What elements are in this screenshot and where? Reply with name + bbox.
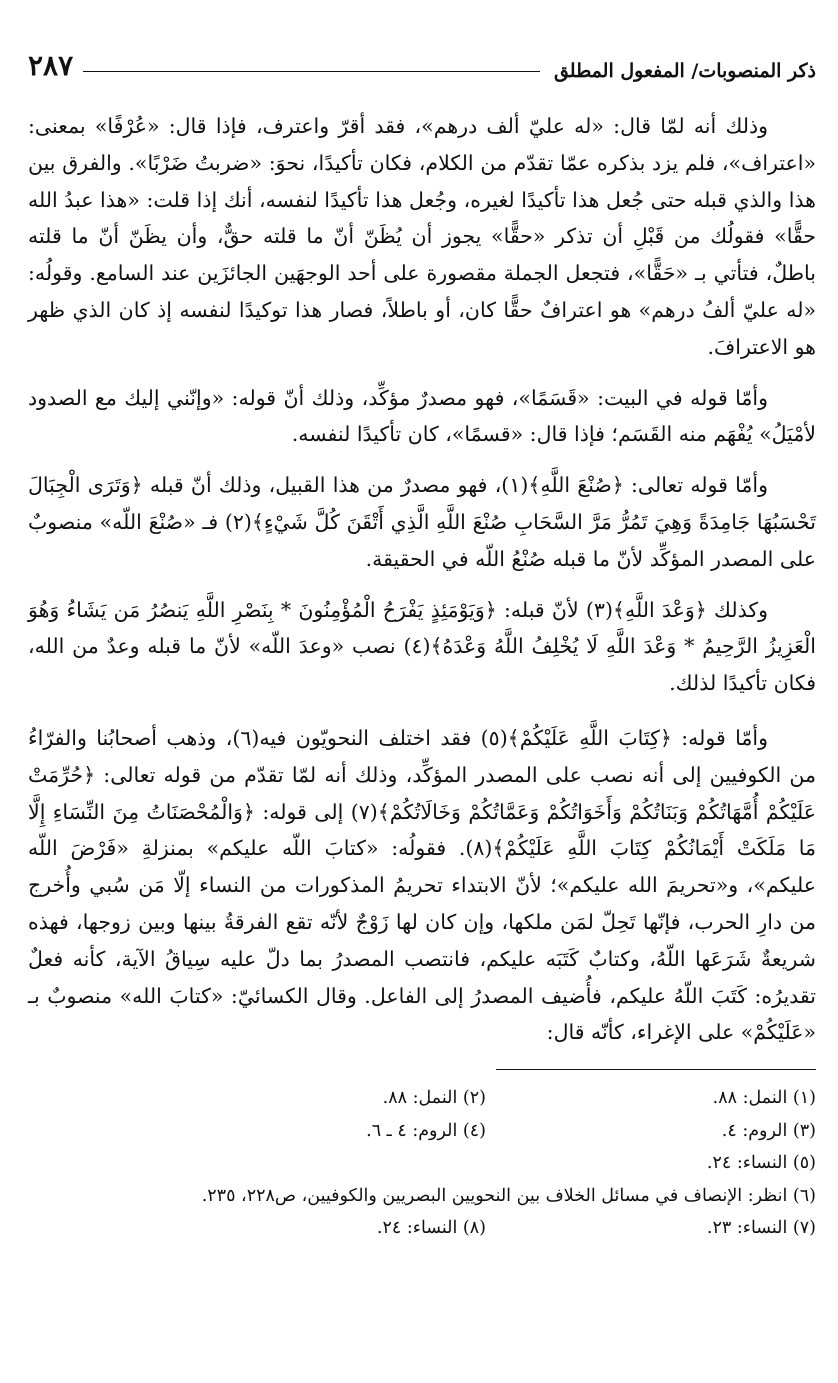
footnote-row — [28, 1180, 816, 1213]
footnote-row — [28, 1115, 816, 1148]
footnote: (١) النمل: ٨٨. — [712, 1088, 816, 1109]
paragraph: وأمّا قوله تعالى: ﴿صُنْعَ اللَّهِ﴾(١)، فهو مصدرٌ من هذا القبيل، وذلك أنّ قبله ﴿وَتَرَى الْجِبَالَ تَحْسَبُهَا جَامِدَةً وَهِيَ تَمُرُّ مَرَّ السَّحَابِ صُنْعَ اللَّهِ الَّذِي أَتْقَنَ كُلَّ شَيْءٍ﴾(٢) فـ «صُنْعَ اللّه» منصوبٌ على المصدر المؤكِّد لأنّ ما قبله صُنْعُ اللّه في الحقيقة. — [28, 473, 816, 571]
page-header — [28, 38, 816, 82]
header-rule — [83, 71, 540, 72]
main-text — [28, 108, 816, 1051]
paragraph: وذلك أنه لمّا قال: «له عليّ ألف درهم»، فقد أقرّ واعترف، فإذا قال: «عُرْفًا» بمعنى: «اعتراف»، فلم يزد بذكره عمّا تقدّم من الكلام، فكان تأكيدًا، نحوَ: «ضربتُ ضَرْبًا». والفرق بين هذا والذي قبله حتى جُعل هذا تأكيدًا لغيره، وجُعل هذا تأكيدًا لنفسه، أنك إذا قلت: «هذا عبدُ الله حقًّا» فقولُك من قَبْلِ أن تذكر «حقًّا» يجوز أن يُظَنّ أنّ ما قلته حقٌّ، وأن يظَنّ أنّ ما قلته باطلٌ، فتأتي بـ «حَقًّا»، فتجعل الجملة مقصورة على أحد الوجهَين الجائزَين عند السامع. وقولُه: «له عليّ ألفُ درهم» هو اعترافٌ حقًّا كان، أو باطلاً، فصار هذا توكيدًا لنفسه إذ كان الذي ظهر هو الاعترافَ. — [28, 114, 816, 359]
footnote: (٥) النساء: ٢٤. — [706, 1153, 816, 1174]
page-number: ٢٨٧ — [28, 49, 74, 82]
paragraph: وأمّا قوله: ﴿كِتَابَ اللَّهِ عَلَيْكُمْ﴾(٥) فقد اختلف النحويّون فيه(٦)، وذهب أصحابُنا والفرّاءُ من الكوفيين إلى أنه نصب على المصدر المؤكِّد، وذلك أنه لمّا تقدّم من قوله تعالى: ﴿حُرِّمَتْ عَلَيْكُمْ أُمَّهَاتُكُمْ وَبَنَاتُكُمْ وَأَخَوَاتُكُمْ وَعَمَّاتُكُمْ وَخَالَاتُكُمْ﴾(٧) إلى قوله: ﴿وَالْمُحْصَنَاتُ مِنَ النِّسَاءِ إِلَّا مَا مَلَكَتْ أَيْمَانُكُمْ كِتَابَ اللَّهِ عَلَيْكُمْ﴾(٨). فقولُه: «كتابَ اللّه عليكم» بمنزلةِ «فَرْضَ اللّه عليكم»، و«تحريمَ الله عليكم»؛ لأنّ الابتداء تحريمُ المذكورات من النساء إلّا مَن سُبي وأُخرج من دارِ الحرب، فإنّها تَحِلّ لمَن ملكها، وإن كان لها زَوْجٌ لأنّه تقع الفرقةُ بينها وبين زوجها، فهذه شريعةٌ شَرَعَها اللّهُ، وكتابٌ كَتَبَه عليكم، فانتصب المصدرُ بما دلّ عليه سِياقُ الآية، كأنه فعلٌ تقديرُه: كَتَبَ اللّهُ عليكم، فأُضيف المصدرُ إلى الفاعل. وقال الكسائيّ: «كتابَ الله» منصوبٌ بـ «عَلَيْكُمْ» على الإغراء، كأنّه قال: — [28, 725, 816, 1045]
running-title: ذكر المنصوبات/ المفعول المطلق — [553, 60, 816, 82]
footnote-row — [28, 1082, 816, 1115]
paragraph: وكذلك ﴿وَعْدَ اللَّهِ﴾(٣) لأنّ قبله: ﴿وَيَوْمَئِذٍ يَفْرَحُ الْمُؤْمِنُونَ * بِنَصْرِ اللَّهِ يَنصُرُ مَن يَشَاءُ وَهُوَ الْعَزِيزُ الرَّحِيمُ * وَعْدَ اللَّهِ لَا يُخْلِفُ اللَّهُ وَعْدَهُ﴾(٤) نصب «وعدَ اللّه» لأنّ ما قبله وعدٌ من الله، فكان تأكيدًا لذلك. — [28, 597, 816, 696]
footnote: (٦) انظر: الإنصاف في مسائل الخلاف بين النحويين البصريين والكوفيين، ص٢٢٨، ٢٣٥. — [201, 1185, 816, 1206]
footnote-separator — [496, 1069, 816, 1070]
footnote: (٤) الروم: ٤ ـ ٦. — [366, 1120, 486, 1141]
footnote: (٧) النساء: ٢٣. — [706, 1218, 816, 1239]
footnotes — [28, 1082, 816, 1245]
footnote: (٣) الروم: ٤. — [721, 1120, 816, 1141]
footnote — [156, 1147, 486, 1180]
paragraph: وأمّا قوله في البيت: «قَسَمًا»، فهو مصدرٌ مؤكِّد، وذلك أنّ قوله: «وإنّني إليك مع الصدود لأمْيَلُ» يُفْهَم منه القَسَم؛ فإذا قال: «قسمًا»، كان تأكيدًا لنفسه. — [28, 385, 816, 447]
footnote-row — [28, 1212, 816, 1245]
footnote-row — [28, 1147, 816, 1180]
footnote: (٢) النمل: ٨٨. — [382, 1088, 486, 1109]
footnote: (٨) النساء: ٢٤. — [376, 1218, 486, 1239]
